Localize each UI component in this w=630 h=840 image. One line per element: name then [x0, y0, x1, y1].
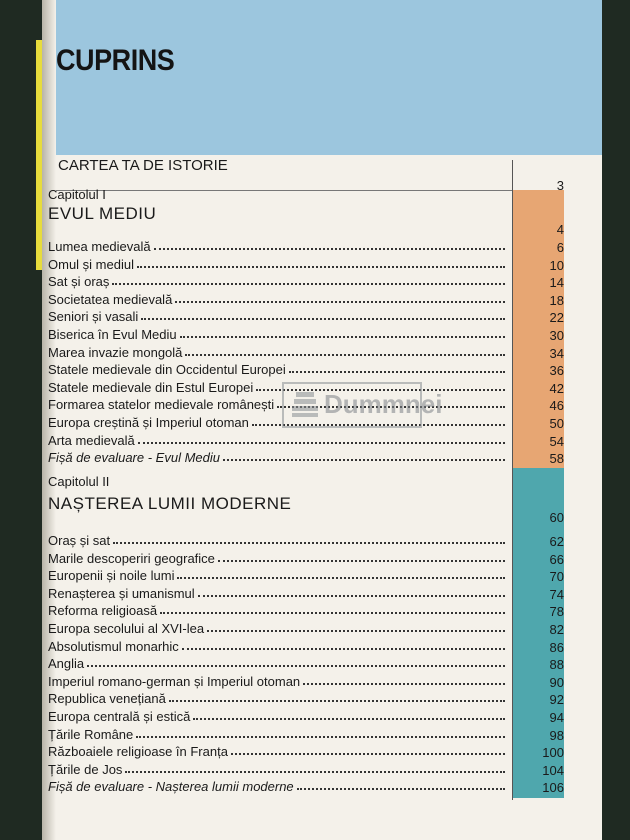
toc-entry [48, 583, 508, 601]
toc-entry-page: 90 [549, 674, 564, 690]
chapter2-title: NAȘTEREA LUMII MODERNE [48, 494, 292, 513]
toc-entry [48, 653, 508, 671]
toc-entry-page: 86 [549, 639, 564, 655]
dot-leader [154, 248, 505, 250]
dot-leader [185, 354, 505, 356]
toc-entry-label: Statele medievale din Estul Europei [48, 379, 254, 395]
toc-entry-page: 104 [542, 762, 564, 778]
dot-leader [169, 700, 505, 702]
toc-entry-label: Seniori și vasali [48, 309, 139, 325]
toc-entry [48, 636, 508, 654]
toc-entry-label: Războaiele religioase în Franța [48, 744, 228, 760]
dot-leader [87, 665, 505, 667]
toc-entry-page: 36 [549, 363, 564, 379]
toc-entry-label: Biserica în Evul Mediu [48, 327, 177, 342]
toc-entry-label: Sat și oraș [48, 274, 110, 290]
toc-entry-page: 34 [549, 345, 564, 361]
toc-entry [48, 600, 508, 618]
toc-entry-label: Fișă de evaluare - Evul Mediu [48, 450, 220, 466]
toc-entry-page: 18 [549, 292, 564, 308]
toc-entry-label: Fișă de evaluare - Nașterea lumii moderne [48, 779, 294, 795]
dot-leader [136, 736, 505, 738]
chapter2-label: Capitolul II [48, 474, 110, 489]
toc-entry [48, 671, 508, 689]
toc-entry-label: Formarea statelor medievale românești [48, 397, 275, 413]
toc-entry-page: 54 [549, 433, 564, 449]
toc-entry [48, 447, 508, 465]
toc-entry [48, 688, 508, 706]
dot-leader [137, 266, 505, 268]
toc-entry-page: 106 [542, 780, 564, 796]
intro-label: CARTEA TA DE ISTORIE [58, 157, 228, 174]
toc-entry-label: Țările de Jos [48, 761, 123, 777]
toc-entry-label: Europa secolului al XVI-lea [48, 621, 205, 636]
toc-entry-page: 82 [549, 622, 564, 637]
toc-entry-label: Lumea medievală [48, 239, 151, 254]
toc-entry-label: Europa centrală și estică [48, 709, 191, 724]
dot-leader [160, 612, 505, 614]
toc-entry-label: Statele medievale din Occidentul Europei [48, 362, 286, 378]
toc-entry-page: 58 [549, 451, 564, 467]
dot-leader [289, 371, 505, 373]
toc-entry-label: Europa creștină și Imperiul otoman [48, 415, 249, 430]
toc-entry-label: Oraș și sat [48, 533, 111, 548]
toc-entry-page: 94 [549, 710, 564, 725]
dot-leader [303, 683, 505, 685]
watermark-stamp [282, 382, 443, 428]
dot-leader [207, 630, 505, 632]
toc-entry-label: Societatea medievală [48, 291, 173, 307]
dot-leader [180, 336, 505, 338]
toc-entry-label: Republica venețiană [48, 691, 166, 707]
toc-entry-label: Renașterea și umanismul [48, 585, 195, 601]
dot-leader [112, 283, 505, 285]
toc-entry-label: Arta medievală [48, 432, 135, 448]
dot-leader [182, 648, 505, 650]
toc-entry-page: 100 [542, 745, 564, 761]
toc-entry-label: Europenii și noile lumi [48, 568, 175, 584]
toc-entry [48, 548, 508, 566]
book-stack-icon [290, 388, 320, 420]
toc-entry-page: 42 [549, 380, 564, 396]
toc-entry [48, 724, 508, 742]
dot-leader [125, 771, 505, 773]
toc-entry-page: 14 [549, 275, 564, 291]
toc-entry [48, 706, 508, 724]
intro-divider [56, 190, 512, 191]
toc-entry [48, 359, 508, 377]
toc-entry-page: 10 [549, 257, 564, 273]
toc-entry-label: Absolutismul monarhic [48, 638, 179, 654]
toc-entry [48, 271, 508, 289]
toc-page [42, 0, 602, 840]
toc-entry [48, 324, 508, 342]
toc-entry-page: 78 [549, 604, 564, 620]
toc-entry [48, 565, 508, 583]
toc-entry-label: Țările Române [48, 726, 134, 742]
chapter1-label: Capitolul I [48, 187, 106, 202]
toc-entry-page: 98 [549, 727, 564, 743]
dot-leader [193, 718, 505, 720]
toc-entry [48, 254, 508, 272]
dot-leader [223, 459, 505, 461]
toc-entry-label: Omul și mediul [48, 256, 134, 272]
dot-leader [218, 560, 505, 562]
toc-entry [48, 430, 508, 448]
toc-entry-label: Marea invazie mongolă [48, 344, 183, 360]
dot-leader [113, 542, 505, 544]
toc-entry-page: 22 [549, 310, 564, 326]
toc-entry-page: 66 [549, 551, 564, 567]
chapter1-page: 4 [556, 222, 564, 237]
toc-entry-page: 30 [549, 328, 564, 343]
dot-leader [141, 318, 505, 320]
toc-entry-page: 46 [549, 398, 564, 414]
toc-entry-label: Anglia [48, 656, 85, 672]
toc-entry [48, 530, 508, 548]
toc-entry [48, 776, 508, 794]
toc-entry-page: 70 [549, 569, 564, 585]
toc-entry [48, 236, 508, 254]
toc-entry-label: Marile descoperiri geografice [48, 550, 215, 566]
chapter2-page: 60 [549, 510, 564, 525]
toc-entry-page: 92 [549, 692, 564, 708]
toc-entry [48, 342, 508, 360]
toc-entry-page: 88 [549, 657, 564, 673]
watermark-text: Dummnei [324, 389, 443, 419]
dot-leader [297, 788, 505, 790]
chapter1-title: EVUL MEDIU [48, 204, 157, 223]
toc-entry-page: 50 [549, 416, 564, 431]
toc-entry [48, 618, 508, 636]
toc-entry [48, 759, 508, 777]
toc-entry [48, 741, 508, 759]
toc-entry-label: Reforma religioasă [48, 603, 158, 619]
page-title: CUPRINS [56, 44, 175, 77]
toc-entry [48, 289, 508, 307]
dot-leader [138, 442, 505, 444]
dot-leader [198, 595, 505, 597]
intro-page: 3 [556, 178, 564, 193]
toc-entry-page: 6 [556, 240, 564, 255]
dot-leader [177, 577, 505, 579]
dot-leader [231, 753, 505, 755]
dot-leader [175, 301, 505, 303]
toc-entry-page: 74 [549, 586, 564, 602]
toc-entry-label: Imperiul romano-german și Imperiul otoman [48, 673, 301, 689]
toc-entry [48, 306, 508, 324]
toc-entry-page: 62 [549, 534, 564, 549]
